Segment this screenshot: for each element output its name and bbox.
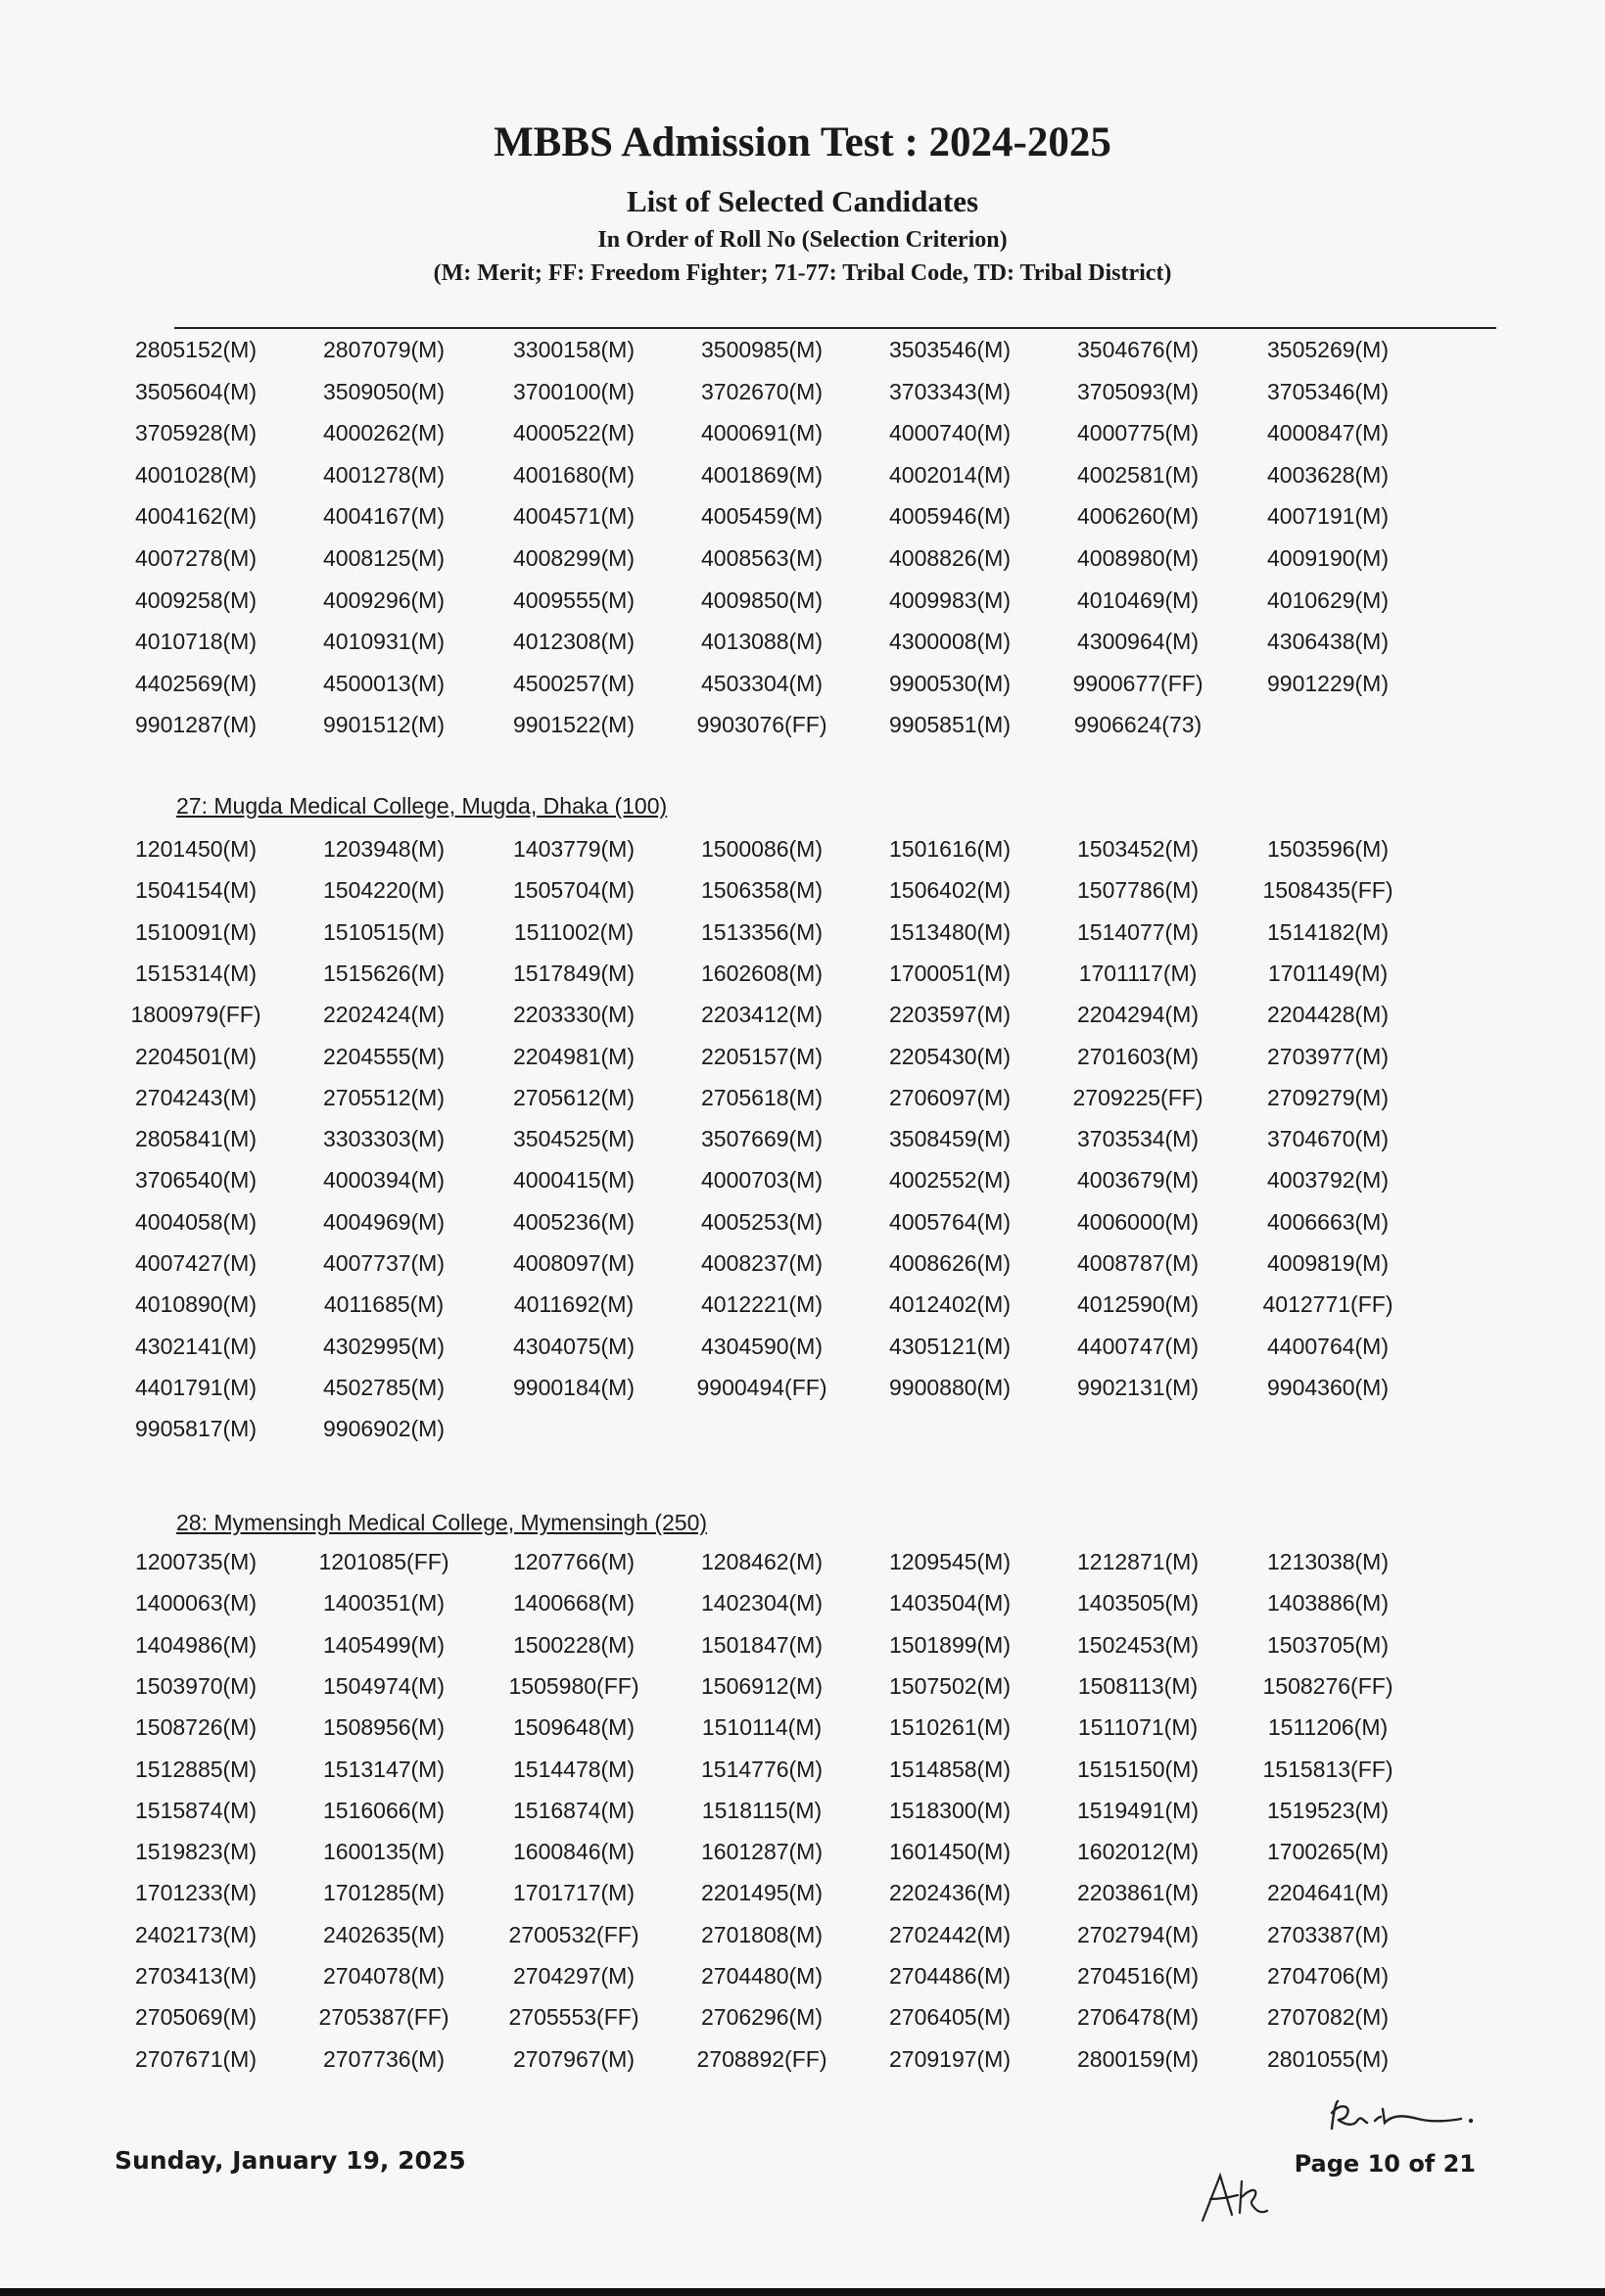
roll-number: 4002581(M) (1076, 461, 1200, 488)
roll-number: 2707671(M) (134, 2045, 258, 2072)
roll-number: 1501899(M) (888, 1631, 1012, 1658)
roll-number: 4300008(M) (888, 629, 1012, 655)
roll-number: 1509648(M) (512, 1714, 636, 1741)
roll-number: 4001028(M) (134, 461, 258, 488)
roll-number: 4009555(M) (512, 586, 636, 613)
roll-number: 2205430(M) (888, 1043, 1012, 1069)
roll-number: 1504154(M) (134, 877, 258, 904)
roll-number: 3700100(M) (512, 378, 636, 404)
roll-number: 1701149(M) (1267, 960, 1389, 986)
roll-number: 1518300(M) (888, 1797, 1012, 1823)
document-title: MBBS Admission Test : 2024-2025 (494, 119, 1111, 165)
roll-number: 1510261(M) (888, 1714, 1012, 1741)
roll-number: 9901522(M) (512, 712, 636, 738)
roll-number: 3704670(M) (1266, 1126, 1390, 1152)
roll-number: 4008125(M) (322, 545, 446, 571)
roll-number: 1519491(M) (1076, 1797, 1200, 1823)
roll-number: 3500985(M) (700, 337, 824, 362)
roll-number: 3706540(M) (134, 1167, 258, 1194)
roll-number: 3703343(M) (888, 378, 1012, 404)
roll-number: 3705093(M) (1076, 378, 1200, 404)
roll-number: 9900677(FF) (1072, 670, 1204, 696)
roll-number: 2202424(M) (322, 1002, 446, 1028)
roll-number: 2201495(M) (700, 1880, 824, 1906)
signature-mark-icon (1324, 2091, 1500, 2140)
roll-number: 1503705(M) (1266, 1631, 1390, 1658)
roll-number: 9904360(M) (1266, 1374, 1390, 1400)
roll-number: 4000415(M) (512, 1167, 636, 1194)
roll-number: 3702670(M) (700, 378, 824, 404)
roll-number: 2704243(M) (134, 1084, 258, 1110)
roll-number: 4009296(M) (322, 586, 446, 613)
roll-number: 4000775(M) (1076, 420, 1200, 446)
roll-number: 2203861(M) (1076, 1880, 1200, 1906)
roll-number: 4000522(M) (512, 420, 636, 446)
roll-number: 1503452(M) (1076, 836, 1200, 862)
roll-number: 2706478(M) (1076, 2004, 1200, 2031)
roll-number: 4009819(M) (1266, 1250, 1390, 1276)
roll-number: 1511071(M) (1077, 1714, 1199, 1741)
roll-number: 1501847(M) (700, 1631, 824, 1658)
roll-number: 1519823(M) (134, 1839, 258, 1865)
roll-number: 1502453(M) (1076, 1631, 1200, 1658)
roll-number: 4304075(M) (512, 1333, 636, 1359)
roll-number: 2202436(M) (888, 1880, 1012, 1906)
roll-number: 1209545(M) (888, 1549, 1012, 1574)
roll-number: 4008097(M) (512, 1250, 636, 1276)
roll-number: 2805841(M) (134, 1126, 258, 1152)
roll-number: 1507786(M) (1076, 877, 1200, 904)
roll-number: 9901287(M) (134, 712, 258, 738)
roll-number: 2703387(M) (1266, 1921, 1390, 1947)
roll-number: 4011692(M) (513, 1291, 635, 1318)
roll-number: 4005236(M) (512, 1208, 636, 1235)
roll-number: 3504525(M) (512, 1126, 636, 1152)
roll-number: 1701285(M) (322, 1880, 446, 1906)
roll-number: 4500257(M) (512, 670, 636, 696)
roll-number: 1504974(M) (322, 1672, 446, 1699)
roll-number: 1701233(M) (134, 1880, 258, 1906)
roll-number: 1203948(M) (322, 836, 446, 862)
roll-number: 4010931(M) (322, 629, 446, 655)
roll-number: 1200735(M) (134, 1549, 258, 1574)
roll-number: 2705553(FF) (508, 2004, 639, 2031)
roll-number: 1403504(M) (888, 1590, 1012, 1617)
roll-number: 3504676(M) (1076, 337, 1200, 362)
roll-number: 2708892(FF) (696, 2045, 827, 2072)
roll-number: 3703534(M) (1076, 1126, 1200, 1152)
roll-number: 1508435(FF) (1262, 877, 1393, 904)
roll-number: 1601450(M) (888, 1839, 1012, 1865)
roll-number: 1513147(M) (322, 1756, 446, 1782)
roll-number: 4000394(M) (322, 1167, 446, 1194)
roll-number: 1515813(FF) (1262, 1756, 1393, 1782)
roll-number: 9905817(M) (134, 1416, 258, 1442)
roll-number: 4012308(M) (512, 629, 636, 655)
roll-number: 2203412(M) (700, 1002, 824, 1028)
roll-number: 9906624(73) (1073, 712, 1203, 738)
roll-number: 1403505(M) (1076, 1590, 1200, 1617)
document-header (0, 116, 1605, 290)
roll-number: 3507669(M) (700, 1126, 824, 1152)
initials-mark-icon (1199, 2170, 1287, 2228)
roll-number: 2705612(M) (512, 1084, 636, 1110)
roll-number: 3705346(M) (1266, 378, 1390, 404)
roll-number: 1510091(M) (134, 918, 258, 945)
roll-number: 1600846(M) (512, 1839, 636, 1865)
roll-number: 2701603(M) (1076, 1043, 1200, 1069)
roll-number: 1800979(FF) (130, 1002, 261, 1028)
roll-number: 1514478(M) (512, 1756, 636, 1782)
roll-number: 3503546(M) (888, 337, 1012, 362)
roll-number: 1513480(M) (888, 918, 1012, 945)
roll-number: 1515314(M) (134, 960, 258, 986)
roll-number: 4007191(M) (1266, 503, 1390, 530)
roll-number: 2704078(M) (322, 1963, 446, 1989)
roll-number: 1514776(M) (700, 1756, 824, 1782)
roll-number: 2704297(M) (512, 1963, 636, 1989)
roll-number: 4305121(M) (888, 1333, 1012, 1359)
roll-number: 1201085(FF) (318, 1549, 449, 1574)
roll-number: 1400668(M) (512, 1590, 636, 1617)
scan-bottom-edge (0, 2288, 1605, 2296)
roll-number: 1701717(M) (512, 1880, 636, 1906)
roll-number: 2204555(M) (322, 1043, 446, 1069)
roll-number: 4010629(M) (1266, 586, 1390, 613)
roll-number: 4400747(M) (1076, 1333, 1200, 1359)
roll-number: 4010469(M) (1076, 586, 1200, 613)
roll-number: 4013088(M) (700, 629, 824, 655)
roll-number: 1507502(M) (888, 1672, 1012, 1699)
roll-number: 4008626(M) (888, 1250, 1012, 1276)
roll-number: 2709279(M) (1266, 1084, 1390, 1110)
roll-number: 4000703(M) (700, 1167, 824, 1194)
roll-number: 1504220(M) (322, 877, 446, 904)
roll-number: 2800159(M) (1076, 2045, 1200, 2072)
roll-number: 4005253(M) (700, 1208, 824, 1235)
roll-number: 1515874(M) (134, 1797, 258, 1823)
roll-number: 4011685(M) (323, 1291, 445, 1318)
roll-number: 2402173(M) (134, 1921, 258, 1947)
roll-number: 1515626(M) (322, 960, 446, 986)
roll-number: 4300964(M) (1076, 629, 1200, 655)
footer-date: Sunday, January 19, 2025 (115, 2146, 466, 2175)
roll-number: 2700532(FF) (508, 1921, 639, 1947)
roll-number: 4004969(M) (322, 1208, 446, 1235)
roll-number: 9900494(FF) (696, 1374, 827, 1400)
roll-number: 1701117(M) (1078, 960, 1198, 986)
roll-number: 4000262(M) (322, 420, 446, 446)
roll-number: 4007737(M) (322, 1250, 446, 1276)
roll-number: 1405499(M) (322, 1631, 446, 1658)
roll-number: 4302141(M) (134, 1333, 258, 1359)
roll-number: 3505604(M) (134, 378, 258, 404)
roll-number: 2706405(M) (888, 2004, 1012, 2031)
roll-number: 4009190(M) (1266, 545, 1390, 571)
roll-number: 2704706(M) (1266, 1963, 1390, 1989)
roll-number: 4008299(M) (512, 545, 636, 571)
roll-number: 4005946(M) (888, 503, 1012, 530)
roll-number: 1510114(M) (701, 1714, 823, 1741)
roll-number: 1506402(M) (888, 877, 1012, 904)
roll-number: 4004058(M) (134, 1208, 258, 1235)
roll-number: 1404986(M) (134, 1631, 258, 1658)
roll-number: 4306438(M) (1266, 629, 1390, 655)
roll-number: 4005764(M) (888, 1208, 1012, 1235)
roll-number: 2707967(M) (512, 2045, 636, 2072)
roll-number: 1508956(M) (322, 1714, 446, 1741)
roll-number: 2204428(M) (1266, 1002, 1390, 1028)
roll-number: 1505704(M) (512, 877, 636, 904)
roll-number: 1208462(M) (700, 1549, 824, 1574)
roll-number: 1514858(M) (888, 1756, 1012, 1782)
roll-number: 1400351(M) (322, 1590, 446, 1617)
roll-number: 1403886(M) (1266, 1590, 1390, 1617)
roll-number: 4005459(M) (700, 503, 824, 530)
roll-number: 2204501(M) (134, 1043, 258, 1069)
roll-number: 4009850(M) (700, 586, 824, 613)
roll-number: 9900184(M) (512, 1374, 636, 1400)
roll-number: 2703977(M) (1266, 1043, 1390, 1069)
roll-number: 4003792(M) (1266, 1167, 1390, 1194)
roll-number: 1600135(M) (322, 1839, 446, 1865)
roll-number: 1700265(M) (1266, 1839, 1390, 1865)
roll-number: 4400764(M) (1266, 1333, 1390, 1359)
roll-number: 3300158(M) (512, 337, 636, 362)
roll-number: 2205157(M) (700, 1043, 824, 1069)
roll-number: 1516066(M) (322, 1797, 446, 1823)
roll-number: 4004162(M) (134, 503, 258, 530)
roll-number: 4008563(M) (700, 545, 824, 571)
roll-number: 4007427(M) (134, 1250, 258, 1276)
document-subtitle: List of Selected Candidates (626, 184, 979, 218)
roll-number: 1508276(FF) (1262, 1672, 1393, 1699)
roll-number: 1513356(M) (700, 918, 824, 945)
roll-number: 2709225(FF) (1072, 1084, 1204, 1110)
roll-number: 4009258(M) (134, 586, 258, 613)
roll-number: 9905851(M) (888, 712, 1012, 738)
roll-number: 2805152(M) (134, 337, 258, 362)
roll-number: 9900880(M) (888, 1374, 1012, 1400)
roll-number: 4302995(M) (322, 1333, 446, 1359)
roll-number: 1514182(M) (1266, 918, 1390, 945)
roll-number: 1201450(M) (134, 836, 258, 862)
roll-number: 1500086(M) (700, 836, 824, 862)
roll-number: 4009983(M) (888, 586, 1012, 613)
roll-number: 1207766(M) (512, 1549, 636, 1574)
roll-number: 4007278(M) (134, 545, 258, 571)
roll-number: 1602012(M) (1076, 1839, 1200, 1865)
roll-number: 4004167(M) (322, 503, 446, 530)
roll-number: 2704486(M) (888, 1963, 1012, 1989)
roll-number: 2204294(M) (1076, 1002, 1200, 1028)
roll-number: 1601287(M) (700, 1839, 824, 1865)
roll-number: 1503970(M) (134, 1672, 258, 1699)
roll-number: 1505980(FF) (508, 1672, 639, 1699)
roll-number: 9906902(M) (322, 1416, 446, 1442)
roll-number: 1518115(M) (701, 1797, 823, 1823)
roll-number: 4004571(M) (512, 503, 636, 530)
roll-number: 4008237(M) (700, 1250, 824, 1276)
roll-number: 3509050(M) (322, 378, 446, 404)
roll-number: 1511206(M) (1267, 1714, 1389, 1741)
roll-number: 4000691(M) (700, 420, 824, 446)
roll-number: 1403779(M) (512, 836, 636, 862)
roll-number: 4012771(FF) (1262, 1291, 1393, 1318)
roll-number: 2705069(M) (134, 2004, 258, 2031)
roll-number: 9901229(M) (1266, 670, 1390, 696)
roll-number: 4503304(M) (700, 670, 824, 696)
roll-number: 4012590(M) (1076, 1291, 1200, 1318)
roll-number: 1512885(M) (134, 1756, 258, 1782)
roll-number: 4012402(M) (888, 1291, 1012, 1318)
roll-number: 2702794(M) (1076, 1921, 1200, 1947)
roll-number: 2203330(M) (512, 1002, 636, 1028)
roll-number: 1400063(M) (134, 1590, 258, 1617)
roll-number: 3303303(M) (322, 1126, 446, 1152)
roll-number: 1402304(M) (700, 1590, 824, 1617)
roll-number: 1508113(M) (1077, 1672, 1199, 1699)
roll-number: 1516874(M) (512, 1797, 636, 1823)
roll-number: 4401791(M) (134, 1374, 258, 1400)
roll-number: 2204641(M) (1266, 1880, 1390, 1906)
roll-number: 4500013(M) (322, 670, 446, 696)
roll-number: 4006663(M) (1266, 1208, 1390, 1235)
roll-number: 2402635(M) (322, 1921, 446, 1947)
roll-number: 2704516(M) (1076, 1963, 1200, 1989)
roll-number: 4006260(M) (1076, 503, 1200, 530)
roll-number: 9902131(M) (1076, 1374, 1200, 1400)
roll-number: 4008787(M) (1076, 1250, 1200, 1276)
roll-number: 1514077(M) (1076, 918, 1200, 945)
roll-number: 2801055(M) (1266, 2045, 1390, 2072)
roll-number: 4002552(M) (888, 1167, 1012, 1194)
roll-number: 1700051(M) (888, 960, 1012, 986)
roll-number: 2702442(M) (888, 1921, 1012, 1947)
roll-number: 4001278(M) (322, 461, 446, 488)
roll-number: 1510515(M) (322, 918, 446, 945)
roll-number: 4010718(M) (134, 629, 258, 655)
roll-number: 4003679(M) (1076, 1167, 1200, 1194)
roll-number: 2706296(M) (700, 2004, 824, 2031)
roll-number: 1213038(M) (1266, 1549, 1390, 1574)
roll-number: 9903076(FF) (696, 712, 827, 738)
roll-number: 4012221(M) (700, 1291, 824, 1318)
roll-number: 2707736(M) (322, 2045, 446, 2072)
roll-number: 2203597(M) (888, 1002, 1012, 1028)
roll-number: 4402569(M) (134, 670, 258, 696)
sort-order-note: In Order of Roll No (Selection Criterion) (597, 227, 1008, 253)
roll-number: 4001869(M) (700, 461, 824, 488)
roll-number: 4010890(M) (134, 1291, 258, 1318)
college-heading: 27: Mugda Medical College, Mugda, Dhaka (100) (176, 793, 668, 819)
roll-number: 4001680(M) (512, 461, 636, 488)
roll-number: 4000847(M) (1266, 420, 1390, 446)
college-heading: 28: Mymensingh Medical College, Mymensingh (250) (176, 1510, 708, 1535)
roll-number: 2705387(FF) (318, 2004, 449, 2031)
roll-number: 1511002(M) (513, 918, 635, 945)
roll-number: 4000740(M) (888, 420, 1012, 446)
roll-number: 3508459(M) (888, 1126, 1012, 1152)
roll-number: 4304590(M) (700, 1333, 824, 1359)
roll-number: 1501616(M) (888, 836, 1012, 862)
roll-number: 4006000(M) (1076, 1208, 1200, 1235)
roll-number: 1506358(M) (700, 877, 824, 904)
page-number: Page 10 of 21 (1294, 2150, 1476, 2178)
roll-number: 2705618(M) (700, 1084, 824, 1110)
roll-number: 1508726(M) (134, 1714, 258, 1741)
roll-number: 4003628(M) (1266, 461, 1390, 488)
roll-number: 1515150(M) (1076, 1756, 1200, 1782)
roll-number: 1506912(M) (700, 1672, 824, 1699)
roll-number: 4008980(M) (1076, 545, 1200, 571)
roll-number: 2204981(M) (512, 1043, 636, 1069)
quota-legend: (M: Merit; FF: Freedom Fighter; 71-77: Tribal Code, TD: Tribal District) (433, 260, 1172, 286)
roll-number: 4008826(M) (888, 545, 1012, 571)
roll-number: 1500228(M) (512, 1631, 636, 1658)
roll-number: 2701808(M) (700, 1921, 824, 1947)
roll-number: 3705928(M) (134, 420, 258, 446)
roll-number: 1519523(M) (1266, 1797, 1390, 1823)
roll-number: 2807079(M) (322, 337, 446, 362)
roll-number: 1517849(M) (512, 960, 636, 986)
roll-number: 9900530(M) (888, 670, 1012, 696)
roll-number: 2703413(M) (134, 1963, 258, 1989)
roll-number: 1212871(M) (1076, 1549, 1200, 1574)
roll-number: 4502785(M) (322, 1374, 446, 1400)
roll-number: 2709197(M) (888, 2045, 1012, 2072)
roll-number: 1503596(M) (1266, 836, 1390, 862)
roll-number: 9901512(M) (322, 712, 446, 738)
roll-number: 2706097(M) (888, 1084, 1012, 1110)
roll-number: 2704480(M) (700, 1963, 824, 1989)
roll-number: 4002014(M) (888, 461, 1012, 488)
roll-number: 3505269(M) (1266, 337, 1390, 362)
roll-number: 2707082(M) (1266, 2004, 1390, 2031)
roll-number: 1602608(M) (700, 960, 824, 986)
roll-number: 2705512(M) (322, 1084, 446, 1110)
